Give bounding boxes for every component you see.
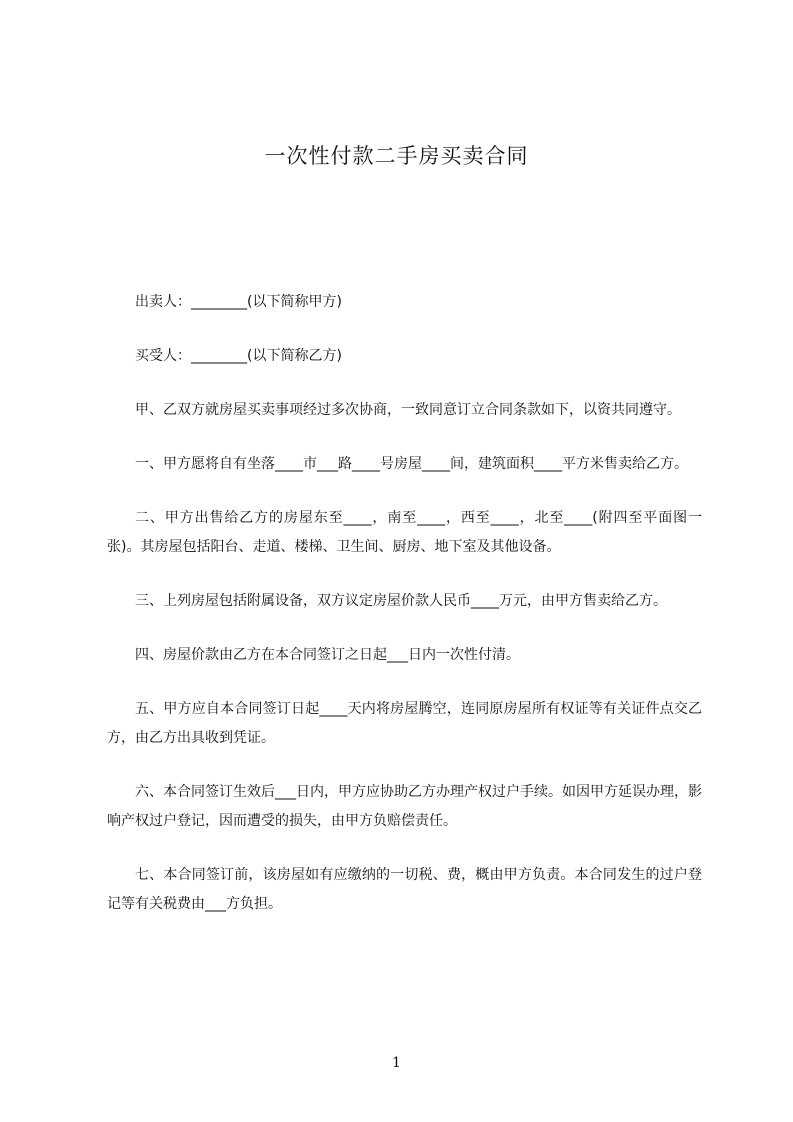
- page-number: 1: [392, 1055, 401, 1071]
- buyer-line: 买受人：________(以下简称乙方): [135, 348, 342, 364]
- clause-2: 二、甲方出售给乙方的房屋东至____，南至____，西至____，北至____(附四至平面图一张)。其房屋包括阳台、走道、楼梯、卫生间、厨房、地下室及其他设备。: [107, 510, 702, 555]
- document-title: 一次性付款二手房买卖合同: [264, 144, 529, 168]
- seller-line: 出卖人：________(以下简称甲方): [135, 294, 342, 310]
- clause-6: 六、本合同签订生效后___日内，甲方应协助乙方办理产权过户手续。如因甲方延误办理，影响产权过户登记，因而遭受的损失，由甲方负赔偿责任。: [107, 784, 702, 829]
- clause-7: 七、本合同签订前，该房屋如有应缴纳的一切税、费，概由甲方负责。本合同发生的过户登记等有关税费由___方负担。: [107, 867, 702, 912]
- clause-1: 一、甲方愿将自有坐落____市___路____号房屋____间，建筑面积____平方米售卖给乙方。: [135, 456, 688, 472]
- clause-5: 五、甲方应自本合同签订日起____天内将房屋腾空，连同原房屋所有权证等有关证件点交乙方，由乙方出具收到凭证。: [107, 701, 702, 746]
- preamble-paragraph: 甲、乙双方就房屋买卖事项经过多次协商，一致同意订立合同条款如下，以资共同遵守。: [135, 402, 681, 418]
- clause-3: 三、上列房屋包括附属设备，双方议定房屋价款人民币____万元，由甲方售卖给乙方。: [135, 593, 667, 609]
- clause-4: 四、房屋价款由乙方在本合同签订之日起___日内一次性付清。: [135, 647, 520, 663]
- contract-body: [107, 288, 702, 944]
